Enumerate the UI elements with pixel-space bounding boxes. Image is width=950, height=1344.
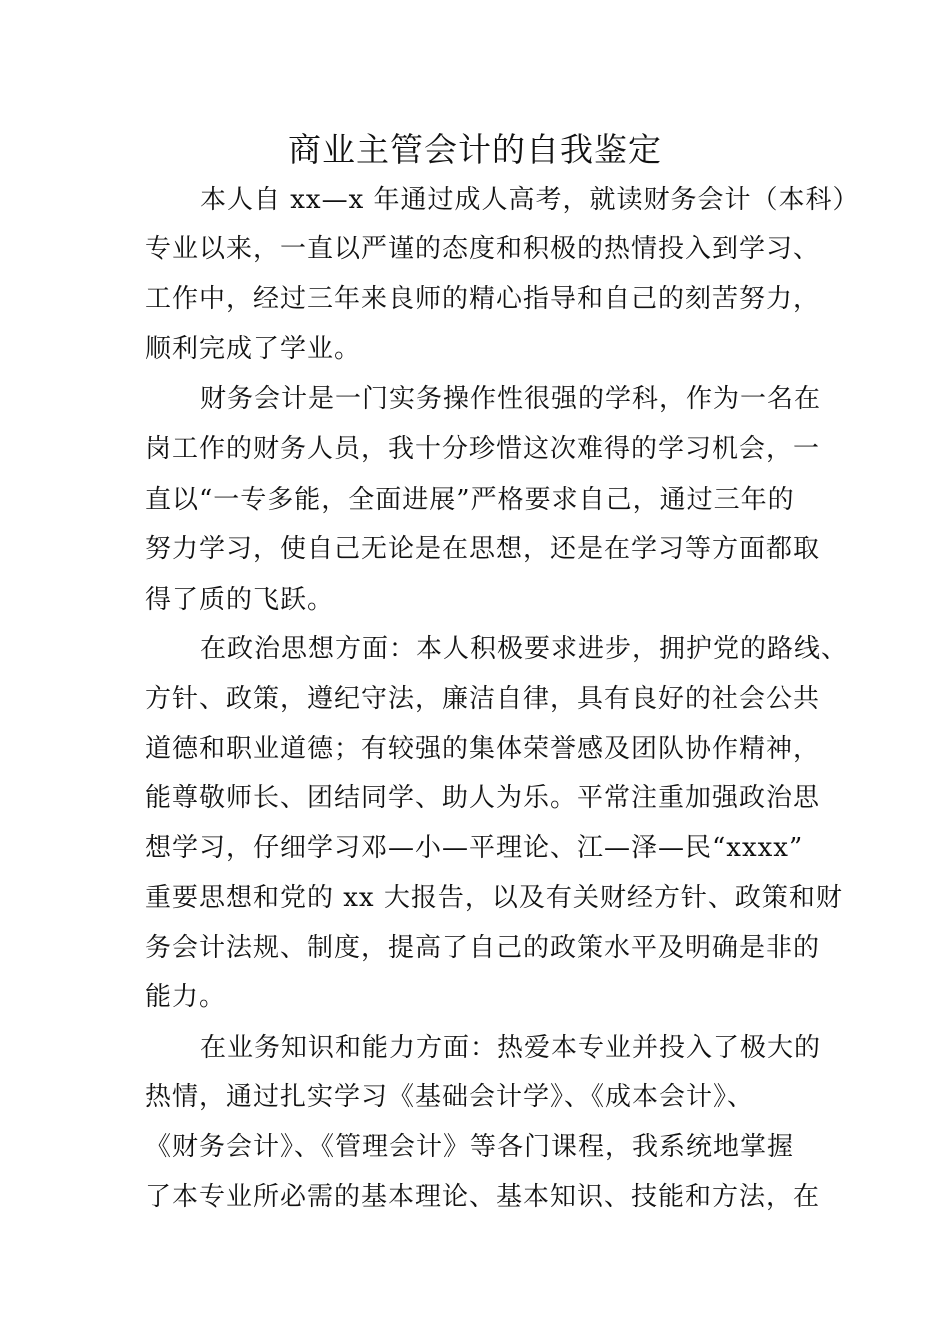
paragraph-2-line-5: 得了质的飞跃。 [145, 585, 335, 615]
paragraph-3-line-7: 务会计法规、制度，提高了自己的政策水平及明确是非的 [145, 933, 821, 963]
document-title: 商业主管会计的自我鉴定 [288, 130, 662, 169]
paragraph-3-line-8: 能力。 [145, 982, 227, 1012]
paragraph-1-line-4: 顺利完成了学业。 [145, 334, 362, 364]
paragraph-2-line-3: 直以“一专多能，全面进展”严格要求自己，通过三年的 [145, 485, 795, 515]
paragraph-4-line-2: 热情，通过扎实学习《基础会计学》、《成本会计》、 [145, 1082, 755, 1112]
paragraph-4-line-3: 《财务会计》、《管理会计》等各门课程，我系统地掌握 [145, 1132, 795, 1162]
paragraph-3-line-1: 在政治思想方面：本人积极要求进步，拥护党的路线、 [200, 634, 849, 664]
paragraph-3-line-5: 想学习，仔细学习邓—小—平理论、江—泽—民“xxxx” [145, 833, 804, 863]
paragraph-2-line-2: 岗工作的财务人员，我十分珍惜这次难得的学习机会，一 [145, 434, 821, 464]
paragraph-3-line-3: 道德和职业道德；有较强的集体荣誉感及团队协作精神， [145, 734, 821, 764]
paragraph-1-line-3: 工作中，经过三年来良师的精心指导和自己的刻苦努力， [145, 284, 821, 314]
paragraph-4-line-1: 在业务知识和能力方面：热爱本专业并投入了极大的 [200, 1033, 822, 1063]
paragraph-3-line-6: 重要思想和党的 xx 大报告，以及有关财经方针、政策和财 [145, 883, 843, 913]
paragraph-2-line-1: 财务会计是一门实务操作性很强的学科，作为一名在 [200, 384, 822, 414]
paragraph-3-line-2: 方针、政策，遵纪守法，廉洁自律，具有良好的社会公共 [145, 684, 821, 714]
paragraph-1-line-2: 专业以来，一直以严谨的态度和积极的热情投入到学习、 [145, 234, 821, 264]
paragraph-1-line-1: 本人自 xx—x 年通过成人高考，就读财务会计（本科） [200, 185, 860, 215]
paragraph-4-line-4: 了本专业所必需的基本理论、基本知识、技能和方法，在 [145, 1182, 821, 1212]
paragraph-3-line-4: 能尊敬师长、团结同学、助人为乐。平常注重加强政治思 [145, 783, 821, 813]
paragraph-2-line-4: 努力学习，使自己无论是在思想，还是在学习等方面都取 [145, 534, 821, 564]
